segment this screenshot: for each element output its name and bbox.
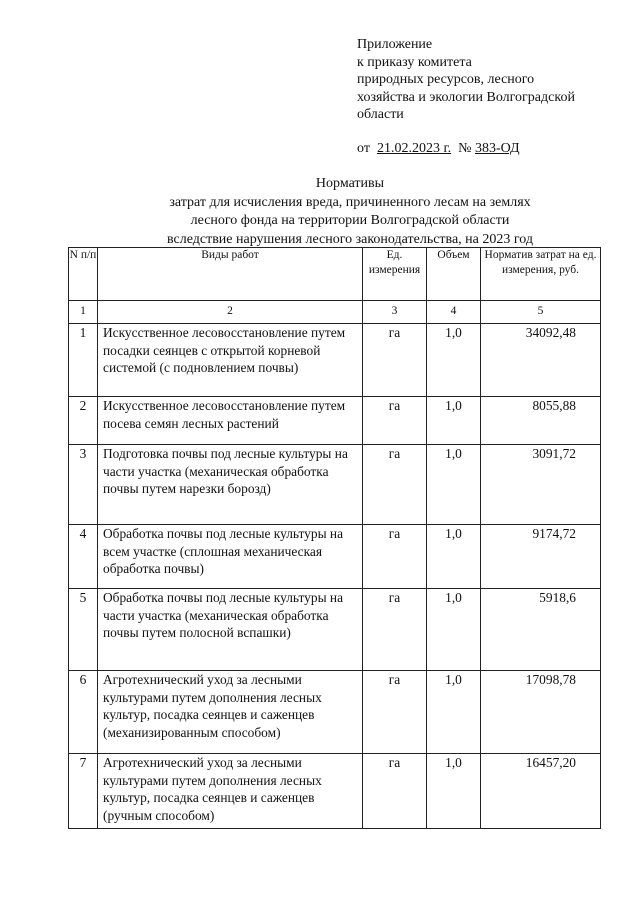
order-prefix: от	[357, 141, 370, 156]
title-line: вследствие нарушения лесного законодательства, на 2023 год	[166, 231, 533, 247]
row-volume: 1,0	[427, 671, 481, 754]
row-number: 7	[69, 754, 98, 829]
row-unit: га	[363, 671, 427, 754]
row-number: 1	[69, 324, 98, 397]
row-unit: га	[363, 525, 427, 589]
title-heading: Нормативы	[315, 176, 385, 191]
order-number: 383-ОД	[474, 141, 520, 156]
appendix-block	[357, 36, 627, 124]
row-work-type: Агротехнический уход за лесными культурами путем дополнения лесных культур, посадка сеянцев и саженцев (механизированным способом)	[98, 671, 363, 754]
table-row	[69, 589, 601, 671]
header-norm: Норматив затрат на ед. измерения, руб.	[481, 248, 601, 301]
column-number: 3	[363, 301, 427, 324]
order-number-sign: №	[458, 141, 472, 156]
appendix-line: Приложение	[357, 37, 433, 52]
row-work-type: Обработка почвы под лесные культуры на всем участке (сплошная механическая обработка почвы)	[98, 525, 363, 589]
row-unit: га	[363, 324, 427, 397]
row-volume: 1,0	[427, 445, 481, 525]
table-row	[69, 445, 601, 525]
table-row	[69, 671, 601, 754]
order-reference	[357, 141, 520, 157]
header-unit: Ед. измерения	[363, 248, 427, 301]
column-number: 1	[69, 301, 98, 324]
row-work-type: Искусственное лесовосстановление путем посадки сеянцев с открытой корневой системой (с подновлением почвы)	[98, 324, 363, 397]
row-volume: 1,0	[427, 754, 481, 829]
row-norm-cost: 34092,48	[481, 324, 601, 397]
header-volume: Объем	[427, 248, 481, 301]
column-number-row	[69, 301, 601, 324]
row-work-type: Агротехнический уход за лесными культурами путем дополнения лесных культур, посадка сеянцев и саженцев (ручным способом)	[98, 754, 363, 829]
row-number: 3	[69, 445, 98, 525]
row-norm-cost: 16457,20	[481, 754, 601, 829]
row-volume: 1,0	[427, 324, 481, 397]
row-norm-cost: 17098,78	[481, 671, 601, 754]
row-norm-cost: 9174,72	[481, 525, 601, 589]
row-number: 2	[69, 397, 98, 445]
row-unit: га	[363, 397, 427, 445]
column-number: 5	[481, 301, 601, 324]
row-volume: 1,0	[427, 525, 481, 589]
row-norm-cost: 3091,72	[481, 445, 601, 525]
table-row	[69, 754, 601, 829]
appendix-line: области	[357, 107, 404, 123]
row-volume: 1,0	[427, 397, 481, 445]
header-works: Виды работ	[98, 248, 363, 301]
order-date: 21.02.2023 г.	[376, 141, 452, 156]
row-norm-cost: 5918,6	[481, 589, 601, 671]
row-work-type: Подготовка почвы под лесные культуры на части участка (механическая обработка почвы путем нарезки борозд)	[98, 445, 363, 525]
row-unit: га	[363, 754, 427, 829]
column-number: 2	[98, 301, 363, 324]
table-row	[69, 397, 601, 445]
appendix-line: природных ресурсов, лесного	[357, 72, 535, 88]
row-volume: 1,0	[427, 589, 481, 671]
norms-table	[68, 247, 601, 829]
row-work-type: Обработка почвы под лесные культуры на части участка (механическая обработка почвы путем полосной вспашки)	[98, 589, 363, 671]
title-line: лесного фонда на территории Волгоградской области	[190, 213, 510, 228]
row-number: 6	[69, 671, 98, 754]
row-unit: га	[363, 589, 427, 671]
table-row	[69, 324, 601, 397]
row-number: 5	[69, 589, 98, 671]
appendix-line: к приказу комитета	[357, 54, 472, 70]
row-work-type: Искусственное лесовосстановление путем посева семян лесных растений	[98, 397, 363, 445]
column-number: 4	[427, 301, 481, 324]
appendix-line: хозяйства и экологии Волгоградской	[357, 89, 575, 105]
row-number: 4	[69, 525, 98, 589]
row-unit: га	[363, 445, 427, 525]
header-number: N п/п	[69, 248, 98, 301]
document-title	[80, 175, 620, 249]
table-header-row	[69, 248, 601, 301]
table-row	[69, 525, 601, 589]
title-line: затрат для исчисления вреда, причиненного лесам на землях	[169, 194, 531, 210]
row-norm-cost: 8055,88	[481, 397, 601, 445]
